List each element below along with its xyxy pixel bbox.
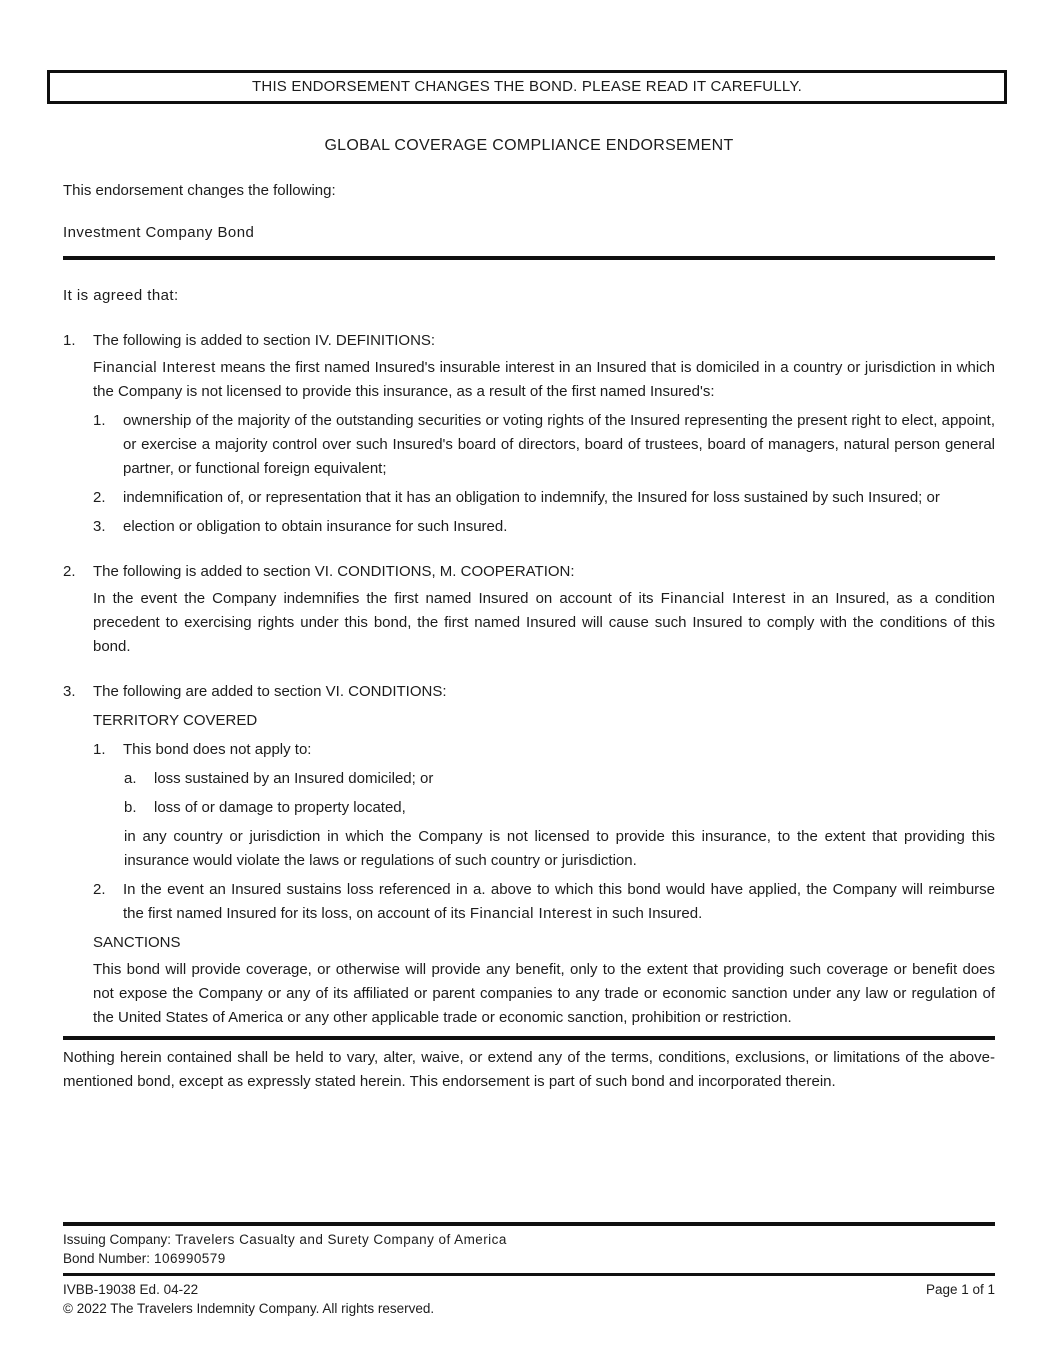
issuing-company-value: Travelers Casualty and Surety Company of America [175,1232,507,1247]
territory-sub-item-a-letter: a. [124,770,137,787]
section-1-heading: The following is added to section IV. DEFINITIONS: [93,332,436,349]
page-title: GLOBAL COVERAGE COMPLIANCE ENDORSEMENT [324,137,734,154]
section-3-heading: The following are added to section VI. CONDITIONS: [93,683,447,700]
territory-continuation-paragraph: in any country or jurisdiction in which the Company is not licensed to provide this insurance, to the extent that providing this insurance would violate the laws or regulations of such country or jurisdiction. [124,828,995,869]
copyright-line: © 2022 The Travelers Indemnity Company. All rights reserved. [63,1301,435,1316]
definitions-item-1-text: ownership of the majority of the outstanding securities or voting rights of the Insured representing the present right to elect, appoint, or exercise a majority control over such Insured's board of directors, board of trustees, board of managers, natural person general partner, or functional foreign equivalent; [123,412,995,477]
definitions-item-1 [93,409,995,481]
territory-item-1-text: This bond does not apply to: [123,741,312,758]
definitions-item-3-number: 3. [93,518,106,535]
territory-heading: TERRITORY COVERED [93,712,258,729]
text-segment: means the first named Insured's insurable interest in an Insured that is domiciled in a country or jurisdiction in which the Company is not licensed to provide this insurance, as a result of the first named Insured's: [93,359,995,400]
definitions-item-1-number: 1. [93,412,106,429]
sanctions-heading: SANCTIONS [93,934,181,951]
territory-sub-item-a [124,767,995,791]
definitions-item-3 [93,515,995,539]
bond-info-block [63,1222,995,1276]
issuing-company-line [63,1230,995,1249]
territory-item-1-number: 1. [93,741,106,758]
territory-sub-item-b-letter: b. [124,799,137,816]
section-2-heading: The following is added to section VI. CONDITIONS, M. COOPERATION: [93,563,575,580]
issuing-company-label: Issuing Company: [63,1232,172,1247]
bond-type-line: Investment Company Bond [63,224,255,241]
sanctions-paragraph: This bond will provide coverage, or otherwise will provide any benefit, only to the extent that providing such coverage or benefit does not expose the Company or any of its affiliated or parent companies to any trade or economic sanction under any law or regulation of the United States of America or any other applicable trade or economic sanction, prohibition or restriction. [93,961,995,1026]
territory-item-2 [93,878,995,926]
form-number: IVBB-19038 Ed. 04-22 [63,1282,199,1297]
territory-sub-item-b-text: loss of or damage to property located, [154,799,406,816]
bond-number-value: 106990579 [154,1251,226,1266]
definitions-item-2 [93,486,995,510]
text-segment: in such Insured. [592,905,703,922]
definitions-item-2-number: 2. [93,489,106,506]
definitions-item-3-text: election or obligation to obtain insurance for such Insured. [123,518,508,535]
cooperation-paragraph [93,587,995,659]
section-1-number: 1. [63,332,76,349]
page-indicator: Page 1 of 1 [925,1282,995,1297]
closing-paragraph: Nothing herein contained shall be held to vary, alter, waive, or extend any of the terms, conditions, exclusions, or limitations of the above-mentioned bond, except as expressly stated herein. This endorsement is part of such bond and incorporated therein. [63,1049,995,1090]
bond-number-line [63,1249,995,1268]
change-notice-banner [47,70,1007,104]
territory-item-2-number: 2. [93,881,106,898]
territory-item-1 [93,738,995,762]
bond-number-label: Bond Number: [63,1251,151,1266]
section-2-heading-row [63,560,995,584]
defined-term: Financial Interest [93,359,216,376]
footer-bottom-row [63,1280,995,1299]
territory-sub-item-b [124,796,995,820]
section-1-heading-row [63,329,995,353]
territory-sub-item-a-text: loss sustained by an Insured domiciled; or [154,770,434,787]
definitions-item-2-text: indemnification of, or representation that it has an obligation to indemnify, the Insured for loss sustained by such Insured; or [123,489,940,506]
section-2-number: 2. [63,563,76,580]
text-segment: In the event the Company indemnifies the first named Insured on account of its [93,590,661,607]
change-notice-text: THIS ENDORSEMENT CHANGES THE BOND. PLEASE READ IT CAREFULLY. [252,78,802,95]
section-3-heading-row [63,680,995,704]
defined-term: Financial Interest [469,905,593,922]
page-footer [63,1222,995,1318]
section-3-number: 3. [63,683,76,700]
closing-separator-rule [63,1036,995,1040]
changes-line: This endorsement changes the following: [63,182,336,199]
definitions-paragraph [93,356,995,404]
agreed-line: It is agreed that: [63,287,179,304]
text-segment: in an Insured, as a condition precedent to exercising rights under this bond, the first named Insured will cause such Insured to comply with the conditions of this bond. [93,590,996,655]
defined-term: Financial Interest [660,590,786,607]
text-segment: In the event an Insured sustains loss referenced in a. above to which this bond would have applied, the Company will reimburse the first named Insured for its loss, on account of its [123,881,995,922]
header-separator-rule [63,256,995,260]
territory-item-2-text [123,878,995,926]
